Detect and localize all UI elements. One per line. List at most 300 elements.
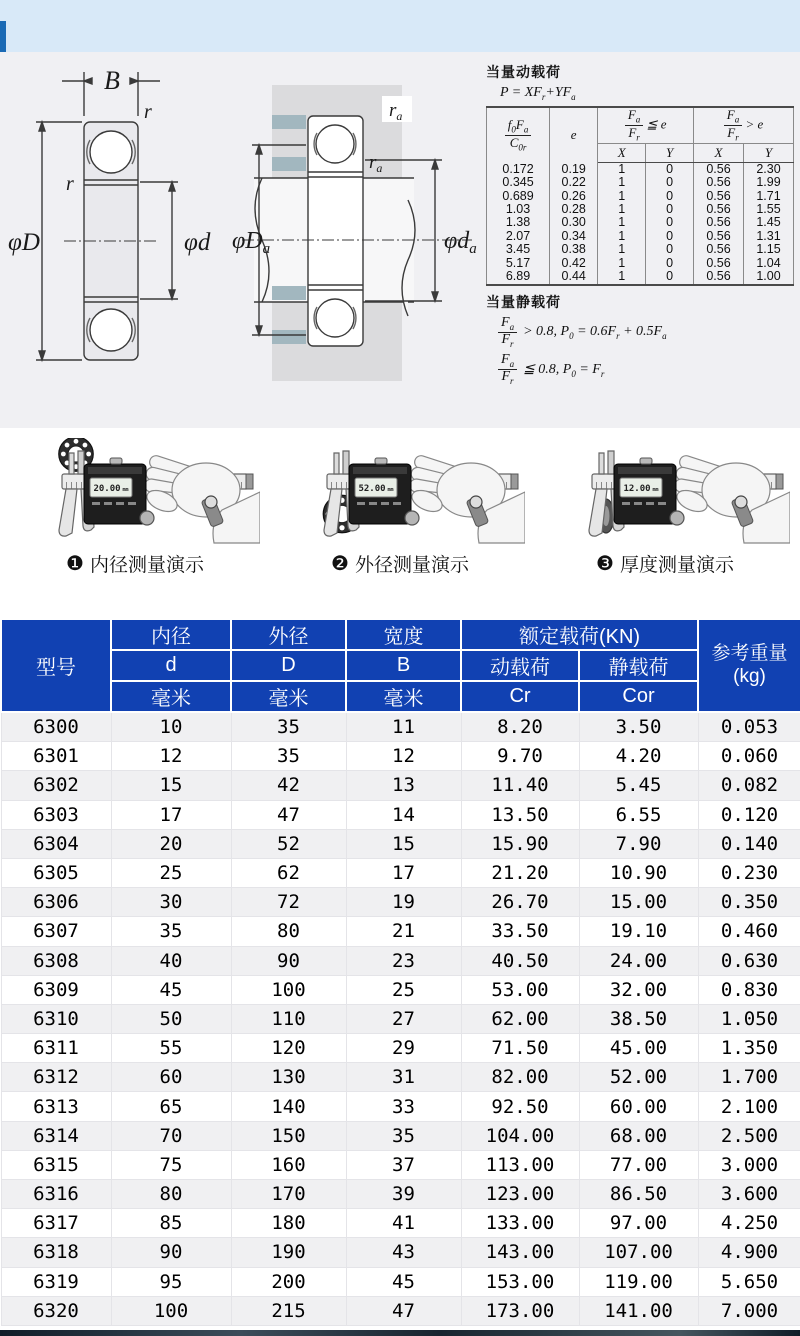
header-static-load: 静载荷 xyxy=(579,650,698,681)
table-cell: 104.00 xyxy=(461,1121,579,1150)
table-cell: 0.082 xyxy=(698,771,800,800)
top-banner xyxy=(0,0,800,52)
table-row xyxy=(1,1121,800,1150)
load-factor-cell: 5.17 xyxy=(487,257,550,270)
table-cell: 38.50 xyxy=(579,1004,698,1033)
ball-top-icon xyxy=(90,131,132,173)
table-row xyxy=(1,1063,800,1092)
table-cell: 25 xyxy=(111,858,231,887)
load-factor-cell: 0.44 xyxy=(550,270,598,284)
table-cell: 14 xyxy=(346,800,461,829)
header-B: B xyxy=(346,650,461,681)
load-factor-cell: 1 xyxy=(598,243,646,256)
load-factor-cell: 2.30 xyxy=(743,162,793,176)
table-cell: 20 xyxy=(111,829,231,858)
header-mm-2: 毫米 xyxy=(231,681,346,712)
table-cell: 32.00 xyxy=(579,975,698,1004)
table-cell: 29 xyxy=(346,1034,461,1063)
load-factor-cell: 0.56 xyxy=(694,257,744,270)
caption-text: 外径测量演示 xyxy=(354,555,469,576)
table-cell: 153.00 xyxy=(461,1267,579,1296)
caliper-caption-2 xyxy=(331,550,469,577)
table-cell: 9.70 xyxy=(461,742,579,771)
table-cell: 0.060 xyxy=(698,742,800,771)
table-cell: 37 xyxy=(346,1150,461,1179)
table-cell: 6306 xyxy=(1,888,111,917)
caliper-caption-3 xyxy=(596,550,734,577)
load-factor-row xyxy=(487,230,794,243)
caliper-demo-thickness xyxy=(534,428,796,618)
spec-tbody xyxy=(1,712,800,1325)
load-factor-cell: 1.55 xyxy=(743,203,793,216)
table-cell: 47 xyxy=(346,1296,461,1325)
table-cell: 123.00 xyxy=(461,1180,579,1209)
col-X1: X xyxy=(598,143,646,162)
load-factor-row xyxy=(487,162,794,176)
load-factor-cell: 1.31 xyxy=(743,230,793,243)
col-e: e xyxy=(550,107,598,163)
dynamic-load-formula: $P = XF_r+YF_a$ xyxy=(500,85,576,102)
load-factor-tbody xyxy=(487,162,794,284)
table-cell: 6318 xyxy=(1,1238,111,1267)
table-cell: 82.00 xyxy=(461,1063,579,1092)
col-X2: X xyxy=(694,143,744,162)
table-cell: 0.140 xyxy=(698,829,800,858)
table-cell: 6312 xyxy=(1,1063,111,1092)
table-cell: 77.00 xyxy=(579,1150,698,1179)
header-model: 型号 xyxy=(1,619,111,712)
load-factor-row xyxy=(487,190,794,203)
load-factor-cell: 0 xyxy=(646,162,694,176)
table-cell: 39 xyxy=(346,1180,461,1209)
table-row xyxy=(1,829,800,858)
table-cell: 11 xyxy=(346,712,461,742)
table-cell: 1.700 xyxy=(698,1063,800,1092)
table-cell: 6302 xyxy=(1,771,111,800)
table-cell: 21.20 xyxy=(461,858,579,887)
table-cell: 113.00 xyxy=(461,1150,579,1179)
caliper-demo-section xyxy=(0,428,800,618)
table-cell: 107.00 xyxy=(579,1238,698,1267)
table-row xyxy=(1,771,800,800)
static-load-formula-2: $\frac{F_a}{F_r}$ ≦ 0.8, $P_0 = F_r$ xyxy=(498,353,794,386)
table-row xyxy=(1,1034,800,1063)
load-factor-cell: 0.56 xyxy=(694,176,744,189)
table-cell: 12 xyxy=(111,742,231,771)
table-cell: 6305 xyxy=(1,858,111,887)
table-cell: 13 xyxy=(346,771,461,800)
load-factor-cell: 0.19 xyxy=(550,162,598,176)
table-cell: 17 xyxy=(346,858,461,887)
load-factor-cell: 1 xyxy=(598,176,646,189)
load-factor-cell: 1.71 xyxy=(743,190,793,203)
table-cell: 13.50 xyxy=(461,800,579,829)
table-cell: 6310 xyxy=(1,1004,111,1033)
table-cell: 19.10 xyxy=(579,917,698,946)
table-cell: 6.55 xyxy=(579,800,698,829)
table-cell: 55 xyxy=(111,1034,231,1063)
load-factor-cell: 0 xyxy=(646,257,694,270)
col-group-gt: $\frac{F_a}{F_r}$ > e xyxy=(694,107,794,144)
table-cell: 5.650 xyxy=(698,1267,800,1296)
load-factor-cell: 1.99 xyxy=(743,176,793,189)
label-B: B xyxy=(104,66,120,95)
load-factor-cell: 0.38 xyxy=(550,243,598,256)
load-factor-cell: 1.38 xyxy=(487,216,550,229)
table-cell: 45 xyxy=(111,975,231,1004)
ball-bottom-icon xyxy=(90,309,132,351)
table-cell: 35 xyxy=(231,712,346,742)
table-cell: 0.830 xyxy=(698,975,800,1004)
table-cell: 3.50 xyxy=(579,712,698,742)
table-cell: 160 xyxy=(231,1150,346,1179)
table-cell: 95 xyxy=(111,1267,231,1296)
table-cell: 150 xyxy=(231,1121,346,1150)
accent-bar xyxy=(0,21,6,52)
table-cell: 6311 xyxy=(1,1034,111,1063)
load-factor-cell: 1.03 xyxy=(487,203,550,216)
load-calculation-panel xyxy=(486,62,794,388)
header-rated-load: 额定载荷(KN) xyxy=(461,619,698,650)
table-cell: 0.230 xyxy=(698,858,800,887)
table-cell: 200 xyxy=(231,1267,346,1296)
caliper-lcd-reading: 20.00 mm xyxy=(93,484,129,494)
table-cell: 65 xyxy=(111,1092,231,1121)
caption-number-icon: ❸ xyxy=(596,553,614,575)
caliper-illustration-3 xyxy=(540,438,790,546)
table-cell: 24.00 xyxy=(579,946,698,975)
caliper-lcd-reading: 52.00 mm xyxy=(358,484,394,494)
table-row xyxy=(1,1150,800,1179)
label-phida: $\varphi d_a$ xyxy=(444,228,477,257)
load-factor-cell: 1 xyxy=(598,270,646,284)
caliper-lcd-reading: 12.00 mm xyxy=(623,484,659,494)
table-cell: 41 xyxy=(346,1209,461,1238)
table-cell: 27 xyxy=(346,1004,461,1033)
table-row xyxy=(1,858,800,887)
load-factor-cell: 0.172 xyxy=(487,162,550,176)
table-cell: 47 xyxy=(231,800,346,829)
load-factor-cell: 0.26 xyxy=(550,190,598,203)
table-cell: 80 xyxy=(231,917,346,946)
table-cell: 6301 xyxy=(1,742,111,771)
table-cell: 6300 xyxy=(1,712,111,742)
table-cell: 7.000 xyxy=(698,1296,800,1325)
load-factor-cell: 0.30 xyxy=(550,216,598,229)
technical-drawings-section xyxy=(0,52,800,428)
table-cell: 62 xyxy=(231,858,346,887)
table-cell: 43 xyxy=(346,1238,461,1267)
load-factor-cell: 0.56 xyxy=(694,190,744,203)
col-Y1: Y xyxy=(646,143,694,162)
table-cell: 60 xyxy=(111,1063,231,1092)
table-cell: 15 xyxy=(346,829,461,858)
load-factor-row xyxy=(487,216,794,229)
table-cell: 35 xyxy=(111,917,231,946)
table-cell: 143.00 xyxy=(461,1238,579,1267)
table-cell: 80 xyxy=(111,1180,231,1209)
label-r-left: r xyxy=(66,173,74,195)
caption-text: 内径测量演示 xyxy=(89,555,204,576)
header-D: D xyxy=(231,650,346,681)
table-cell: 35 xyxy=(231,742,346,771)
table-cell: 52 xyxy=(231,829,346,858)
specification-table-section xyxy=(0,618,800,1330)
header-width: 宽度 xyxy=(346,619,461,650)
table-cell: 3.000 xyxy=(698,1150,800,1179)
table-cell: 72 xyxy=(231,888,346,917)
table-cell: 6309 xyxy=(1,975,111,1004)
table-cell: 2.500 xyxy=(698,1121,800,1150)
table-cell: 110 xyxy=(231,1004,346,1033)
load-factor-cell: 0 xyxy=(646,216,694,229)
table-cell: 0.120 xyxy=(698,800,800,829)
label-phiDa: $\varphi D_a$ xyxy=(232,228,271,257)
table-cell: 6304 xyxy=(1,829,111,858)
header-cr: Cr xyxy=(461,681,579,712)
load-factor-cell: 0.56 xyxy=(694,216,744,229)
table-cell: 86.50 xyxy=(579,1180,698,1209)
table-cell: 4.250 xyxy=(698,1209,800,1238)
load-factor-row xyxy=(487,176,794,189)
bearing-cross-section-diagram xyxy=(6,56,231,422)
table-cell: 75 xyxy=(111,1150,231,1179)
bottom-section-edge xyxy=(0,1330,800,1336)
load-factor-cell: 1 xyxy=(598,257,646,270)
table-row xyxy=(1,1238,800,1267)
table-row xyxy=(1,742,800,771)
table-cell: 4.20 xyxy=(579,742,698,771)
label-r-top: r xyxy=(144,101,152,123)
header-d: d xyxy=(111,650,231,681)
bearing-spec-table xyxy=(0,618,800,1326)
table-cell: 6303 xyxy=(1,800,111,829)
table-row xyxy=(1,1004,800,1033)
table-cell: 6315 xyxy=(1,1150,111,1179)
table-cell: 68.00 xyxy=(579,1121,698,1150)
table-cell: 52.00 xyxy=(579,1063,698,1092)
table-cell: 35 xyxy=(346,1121,461,1150)
table-cell: 40.50 xyxy=(461,946,579,975)
table-row xyxy=(1,946,800,975)
table-row xyxy=(1,917,800,946)
caliper-demo-inner-diameter xyxy=(4,428,266,618)
table-cell: 45 xyxy=(346,1267,461,1296)
table-cell: 190 xyxy=(231,1238,346,1267)
table-cell: 6313 xyxy=(1,1092,111,1121)
bearing-mounting-diagram xyxy=(232,56,482,422)
load-factor-cell: 0 xyxy=(646,203,694,216)
table-cell: 2.100 xyxy=(698,1092,800,1121)
table-cell: 130 xyxy=(231,1063,346,1092)
header-cor: Cor xyxy=(579,681,698,712)
load-factor-cell: 1.45 xyxy=(743,216,793,229)
table-cell: 6307 xyxy=(1,917,111,946)
load-factor-row xyxy=(487,203,794,216)
table-row xyxy=(1,975,800,1004)
table-cell: 6308 xyxy=(1,946,111,975)
label-phid: φd xyxy=(184,229,211,256)
dynamic-load-title: 当量动载荷 xyxy=(486,64,561,80)
load-factor-cell: 0 xyxy=(646,176,694,189)
table-cell: 215 xyxy=(231,1296,346,1325)
header-inner-diameter: 内径 xyxy=(111,619,231,650)
caption-number-icon: ❷ xyxy=(331,553,349,575)
load-factor-cell: 0 xyxy=(646,270,694,284)
table-cell: 0.460 xyxy=(698,917,800,946)
table-cell: 42 xyxy=(231,771,346,800)
table-cell: 40 xyxy=(111,946,231,975)
digital-caliper-icon xyxy=(59,451,260,543)
digital-caliper-icon xyxy=(324,451,525,543)
table-cell: 23 xyxy=(346,946,461,975)
caption-number-icon: ❶ xyxy=(66,553,84,575)
table-cell: 6319 xyxy=(1,1267,111,1296)
table-cell: 53.00 xyxy=(461,975,579,1004)
table-row xyxy=(1,712,800,742)
load-factor-cell: 1.00 xyxy=(743,270,793,284)
load-factor-cell: 1 xyxy=(598,162,646,176)
load-factor-cell: 0.56 xyxy=(694,243,744,256)
load-factor-row xyxy=(487,257,794,270)
table-cell: 12 xyxy=(346,742,461,771)
header-mm-3: 毫米 xyxy=(346,681,461,712)
caliper-illustration-1 xyxy=(10,438,260,546)
table-cell: 173.00 xyxy=(461,1296,579,1325)
table-cell: 71.50 xyxy=(461,1034,579,1063)
table-row xyxy=(1,1209,800,1238)
table-cell: 50 xyxy=(111,1004,231,1033)
load-factor-cell: 0 xyxy=(646,243,694,256)
table-cell: 10.90 xyxy=(579,858,698,887)
table-cell: 97.00 xyxy=(579,1209,698,1238)
load-factor-cell: 0.22 xyxy=(550,176,598,189)
load-factor-cell: 0 xyxy=(646,190,694,203)
table-cell: 45.00 xyxy=(579,1034,698,1063)
table-cell: 0.630 xyxy=(698,946,800,975)
table-cell: 180 xyxy=(231,1209,346,1238)
table-row xyxy=(1,1180,800,1209)
table-cell: 133.00 xyxy=(461,1209,579,1238)
load-factor-cell: 2.07 xyxy=(487,230,550,243)
load-factor-cell: 0.34 xyxy=(550,230,598,243)
table-cell: 60.00 xyxy=(579,1092,698,1121)
caliper-illustration-2 xyxy=(275,438,525,546)
table-cell: 33 xyxy=(346,1092,461,1121)
col-group-le: $\frac{F_a}{F_r}$ ≦ e xyxy=(598,107,694,144)
table-cell: 0.350 xyxy=(698,888,800,917)
caliper-demo-outer-diameter xyxy=(269,428,531,618)
static-load-title: 当量静载荷 xyxy=(486,293,561,310)
table-cell: 3.600 xyxy=(698,1180,800,1209)
table-cell: 6314 xyxy=(1,1121,111,1150)
table-cell: 7.90 xyxy=(579,829,698,858)
table-cell: 21 xyxy=(346,917,461,946)
load-factor-cell: 6.89 xyxy=(487,270,550,284)
table-cell: 85 xyxy=(111,1209,231,1238)
table-cell: 70 xyxy=(111,1121,231,1150)
load-factor-cell: 1.04 xyxy=(743,257,793,270)
load-factor-row xyxy=(487,270,794,284)
load-factor-cell: 0.689 xyxy=(487,190,550,203)
load-factor-cell: 0.56 xyxy=(694,270,744,284)
label-ra-top: $r_a$ xyxy=(389,100,403,123)
table-cell: 30 xyxy=(111,888,231,917)
table-cell: 119.00 xyxy=(579,1267,698,1296)
table-cell: 140 xyxy=(231,1092,346,1121)
table-row xyxy=(1,1267,800,1296)
table-cell: 1.350 xyxy=(698,1034,800,1063)
table-cell: 25 xyxy=(346,975,461,1004)
load-factor-cell: 0 xyxy=(646,230,694,243)
table-cell: 4.900 xyxy=(698,1238,800,1267)
table-cell: 15 xyxy=(111,771,231,800)
table-cell: 62.00 xyxy=(461,1004,579,1033)
table-cell: 17 xyxy=(111,800,231,829)
table-cell: 170 xyxy=(231,1180,346,1209)
load-factor-table xyxy=(486,106,794,286)
table-cell: 90 xyxy=(231,946,346,975)
table-cell: 100 xyxy=(231,975,346,1004)
load-factor-cell: 3.45 xyxy=(487,243,550,256)
table-cell: 92.50 xyxy=(461,1092,579,1121)
table-cell: 15.90 xyxy=(461,829,579,858)
table-cell: 0.053 xyxy=(698,712,800,742)
header-dynamic-load: 动载荷 xyxy=(461,650,579,681)
table-cell: 141.00 xyxy=(579,1296,698,1325)
load-factor-cell: 0.56 xyxy=(694,203,744,216)
table-cell: 6320 xyxy=(1,1296,111,1325)
table-cell: 1.050 xyxy=(698,1004,800,1033)
table-cell: 6316 xyxy=(1,1180,111,1209)
header-outer-diameter: 外径 xyxy=(231,619,346,650)
table-cell: 100 xyxy=(111,1296,231,1325)
table-cell: 6317 xyxy=(1,1209,111,1238)
load-factor-cell: 0.56 xyxy=(694,162,744,176)
digital-caliper-icon xyxy=(589,451,790,543)
table-cell: 31 xyxy=(346,1063,461,1092)
label-phiD: φD xyxy=(8,229,40,256)
static-load-formula-1: $\frac{F_a}{F_r}$ > 0.8, $P_0 = 0.6F_r + 0.5F_a$ xyxy=(498,316,794,349)
header-ref-weight: 参考重量 (kg) xyxy=(698,619,800,712)
table-cell: 33.50 xyxy=(461,917,579,946)
label-ra-mid: $r_a$ xyxy=(369,152,383,175)
load-factor-cell: 1 xyxy=(598,230,646,243)
col-ratio: $\frac{f_0F_a}{C_{0r}}$ xyxy=(487,107,550,163)
caption-text: 厚度测量演示 xyxy=(619,555,734,576)
table-cell: 26.70 xyxy=(461,888,579,917)
table-cell: 11.40 xyxy=(461,771,579,800)
table-row xyxy=(1,1296,800,1325)
table-row xyxy=(1,1092,800,1121)
caliper-caption-1 xyxy=(66,550,204,577)
table-cell: 19 xyxy=(346,888,461,917)
table-cell: 90 xyxy=(111,1238,231,1267)
load-factor-cell: 1 xyxy=(598,203,646,216)
table-cell: 8.20 xyxy=(461,712,579,742)
load-factor-cell: 0.56 xyxy=(694,230,744,243)
load-factor-cell: 0.42 xyxy=(550,257,598,270)
load-factor-cell: 0.28 xyxy=(550,203,598,216)
load-factor-row xyxy=(487,243,794,256)
header-mm-1: 毫米 xyxy=(111,681,231,712)
table-row xyxy=(1,888,800,917)
col-Y2: Y xyxy=(743,143,793,162)
table-cell: 10 xyxy=(111,712,231,742)
table-row xyxy=(1,800,800,829)
load-factor-cell: 1 xyxy=(598,216,646,229)
table-cell: 120 xyxy=(231,1034,346,1063)
